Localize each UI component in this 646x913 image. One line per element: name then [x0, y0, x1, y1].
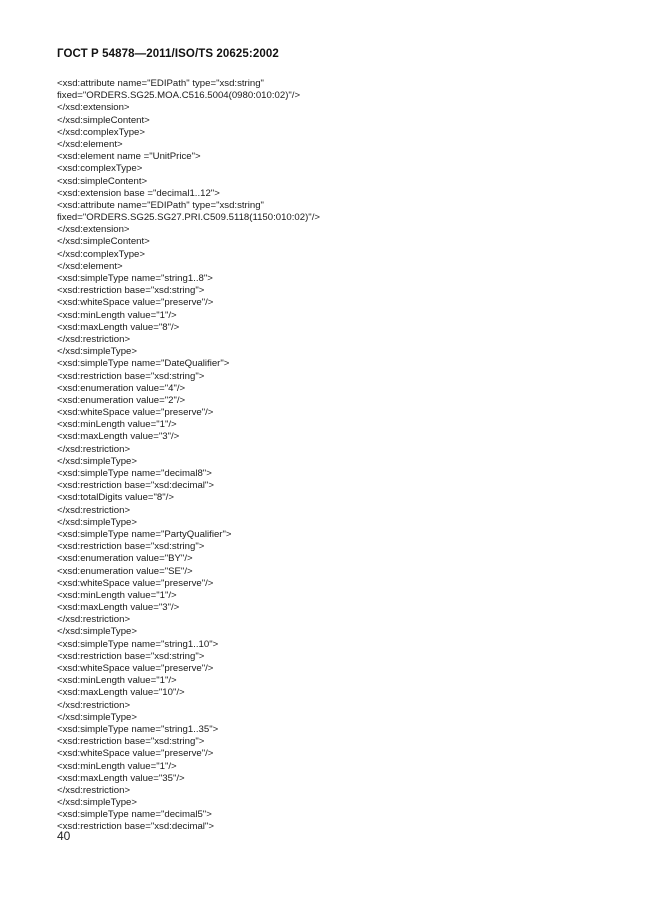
code-line: <xsd:minLength value="1"/> — [57, 309, 177, 321]
code-line: <xsd:restriction base="xsd:string"> — [57, 650, 205, 662]
code-line: </xsd:restriction> — [57, 443, 131, 455]
code-line: <xsd:minLength value="1"/> — [57, 760, 177, 772]
code-line: <xsd:simpleType name="string1..35"> — [57, 723, 219, 735]
code-line: <xsd:extension base ="decimal1..12"> — [57, 187, 220, 199]
code-line: </xsd:simpleContent> — [57, 236, 150, 248]
code-line: </xsd:simpleContent> — [57, 114, 150, 126]
code-line: <xsd:restriction base="xsd:decimal"> — [57, 480, 214, 492]
code-line: </xsd:simpleType> — [57, 346, 137, 358]
code-line: </xsd:restriction> — [57, 699, 131, 711]
code-line: <xsd:totalDigits value="8"/> — [57, 492, 174, 504]
code-line: </xsd:restriction> — [57, 614, 131, 626]
code-line: fixed="ORDERS.SG25.MOA.C516.5004(0980:010:02)"/> — [57, 90, 301, 102]
code-line: </xsd:complexType> — [57, 248, 145, 260]
code-line: <xsd:maxLength value="3"/> — [57, 602, 180, 614]
code-line: <xsd:whiteSpace value="preserve"/> — [57, 748, 214, 760]
code-line: <xsd:enumeration value="BY"/> — [57, 553, 193, 565]
code-line: <xsd:enumeration value="2"/> — [57, 394, 186, 406]
code-line: <xsd:minLength value="1"/> — [57, 419, 177, 431]
code-line: <xsd:simpleType name="string1..8"> — [57, 273, 213, 284]
code-line: </xsd:element> — [57, 260, 123, 272]
code-line: <xsd:restriction base="xsd:string"> — [57, 736, 205, 748]
page-header-title: ГОСТ Р 54878—2011/ISO/TS 20625:2002 — [57, 48, 279, 60]
code-line: </xsd:simpleType> — [57, 455, 137, 467]
code-line: <xsd:maxLength value="10"/> — [57, 687, 185, 699]
code-line: <xsd:simpleType name="decimal5"> — [57, 809, 212, 821]
code-line: <xsd:simpleType name="decimal8"> — [57, 468, 212, 479]
code-line: <xsd:attribute name="EDIPath" type="xsd:string" — [57, 199, 264, 211]
code-line: </xsd:element> — [57, 138, 123, 150]
code-line: <xsd:whiteSpace value="preserve"/> — [57, 577, 214, 589]
code-line: </xsd:restriction> — [57, 784, 131, 796]
code-line: <xsd:restriction base="xsd:string"> — [57, 541, 205, 553]
code-line: <xsd:simpleType name="PartyQualifier"> — [57, 528, 232, 540]
code-line: <xsd:maxLength value="35"/> — [57, 772, 185, 784]
code-line: <xsd:attribute name="EDIPath" type="xsd:string" — [57, 78, 264, 89]
code-line: <xsd:complexType> — [57, 163, 143, 175]
code-line: <xsd:whiteSpace value="preserve"/> — [57, 297, 214, 309]
code-line: <xsd:restriction base="xsd:string"> — [57, 370, 205, 382]
code-line: </xsd:simpleType> — [57, 626, 137, 638]
code-line: <xsd:restriction base="xsd:decimal"> — [57, 821, 214, 833]
code-line: <xsd:element name ="UnitPrice"> — [57, 151, 201, 163]
code-line: <xsd:minLength value="1"/> — [57, 589, 177, 601]
code-line: </xsd:restriction> — [57, 504, 131, 516]
code-line: <xsd:whiteSpace value="preserve"/> — [57, 663, 214, 674]
code-line: <xsd:enumeration value="SE"/> — [57, 565, 193, 577]
code-line: fixed="ORDERS.SG25.SG27.PRI.C509.5118(1150:010:02)"/> — [57, 212, 320, 224]
code-line: </xsd:extension> — [57, 102, 130, 114]
code-line: <xsd:minLength value="1"/> — [57, 675, 177, 687]
code-line: </xsd:restriction> — [57, 333, 131, 345]
code-line: </xsd:simpleType> — [57, 797, 137, 809]
code-line: </xsd:simpleType> — [57, 516, 137, 528]
code-line: </xsd:extension> — [57, 224, 130, 236]
code-line: </xsd:complexType> — [57, 126, 145, 138]
code-line: <xsd:simpleType name="DateQualifier"> — [57, 358, 230, 370]
page-number: 40 — [57, 829, 71, 843]
code-line: <xsd:maxLength value="8"/> — [57, 321, 180, 333]
xsd-code-listing — [57, 78, 617, 834]
code-line: </xsd:simpleType> — [57, 711, 137, 723]
code-line: <xsd:restriction base="xsd:string"> — [57, 285, 205, 297]
code-line: <xsd:maxLength value="3"/> — [57, 431, 180, 443]
code-line: <xsd:simpleType name="string1..10"> — [57, 638, 219, 650]
code-line: <xsd:simpleContent> — [57, 175, 148, 187]
code-line: <xsd:enumeration value="4"/> — [57, 382, 186, 394]
code-line: <xsd:whiteSpace value="preserve"/> — [57, 407, 214, 419]
